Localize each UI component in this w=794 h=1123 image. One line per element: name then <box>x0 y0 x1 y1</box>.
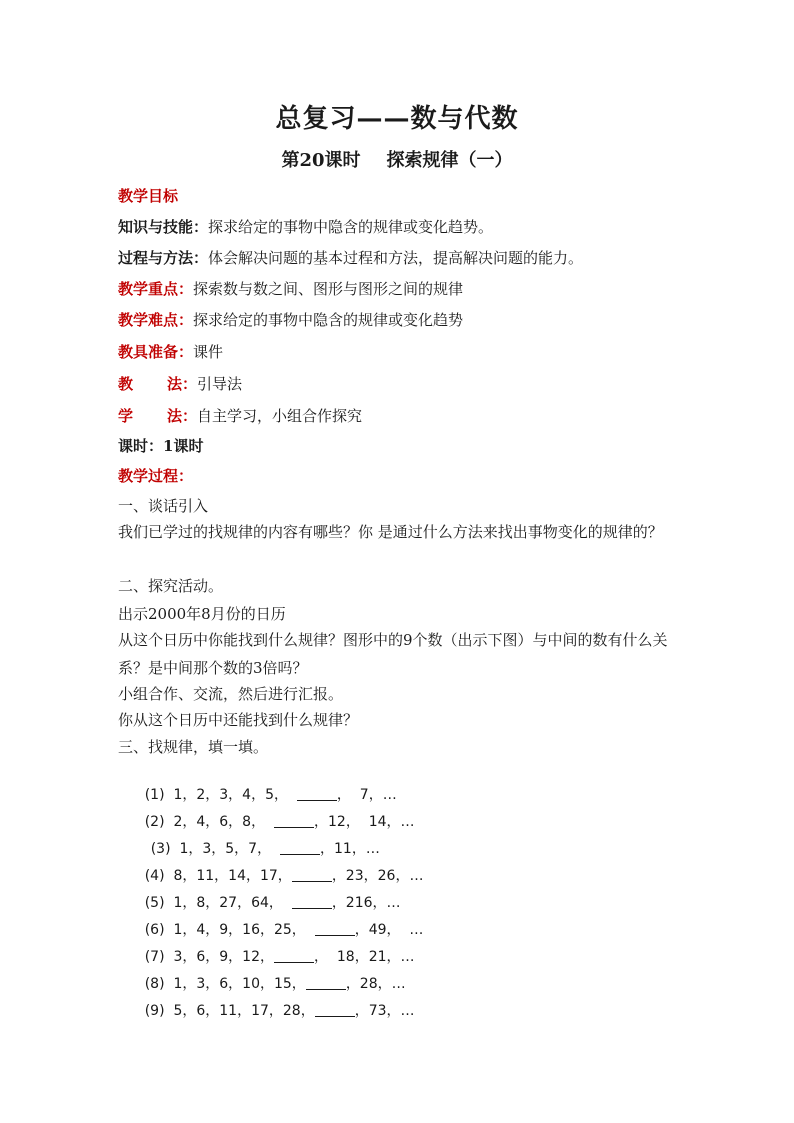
exercise-number: (2) <box>144 814 165 830</box>
exercise-sequence-end: ，28，… <box>345 976 406 992</box>
section-1-text: 我们已学过的找规律的内容有哪些？你 是通过什么方法来找出事物变化的规律的？ <box>118 523 663 541</box>
teach-method-label-b: 法： <box>167 375 198 393</box>
process-method-line <box>118 248 583 268</box>
section-3-heading: 三、找规律，填一填。 <box>118 738 269 756</box>
lesson-subtitle <box>0 146 794 172</box>
exercise-item <box>118 981 415 1041</box>
document-title: 总复习——数与代数 <box>275 104 519 134</box>
objectives-heading: 教学目标 <box>118 187 179 205</box>
tools-text: 课件 <box>193 343 224 361</box>
learn-method-label-a: 学 <box>118 407 134 425</box>
process-text: 体会解决问题的基本过程和方法，提高解决问题的能力。 <box>208 249 584 267</box>
exercise-sequence-end: ，11，… <box>320 841 380 857</box>
knowledge-skills-line <box>118 217 493 237</box>
key-point-line <box>118 279 463 299</box>
exercise-sequence-end: ，216，… <box>331 895 401 911</box>
exercise-sequence-end: ， 7，… <box>336 787 397 803</box>
exercise-sequence-start: 1，2，3，4，5， <box>173 787 288 803</box>
calendar-question: 从这个日历中你能找到什么规律？图形中的9个数（出示下图）与中间的数有什么关系？是中间那个数的3倍吗？ <box>118 631 668 677</box>
exercise-sequence-start: 2，4，6，8， <box>173 814 266 830</box>
exercise-number: (8) <box>144 976 165 992</box>
exercise-sequence-start: 1，3，6，10，15， <box>173 976 306 992</box>
section-2-heading: 二、探究活动。 <box>118 577 224 595</box>
exercise-number: (9) <box>144 1003 165 1019</box>
period-line <box>118 436 203 456</box>
period-label: 课时： <box>118 437 164 455</box>
learn-method-label-b: 法： <box>167 407 198 425</box>
show-calendar-text: 出示2000年8月份的日历 <box>118 605 286 623</box>
period-text: 1课时 <box>163 437 204 455</box>
exercise-sequence-end: ，12， 14，… <box>314 814 415 830</box>
difficulty-text: 探求给定的事物中隐含的规律或变化趋势 <box>193 311 464 329</box>
exercise-sequence-start: 3，6，9，12， <box>173 949 274 965</box>
exercise-number: (1) <box>144 787 165 803</box>
lesson-number: 第20课时 <box>281 150 361 171</box>
key-point-text: 探索数与数之间、图形与图形之间的规律 <box>193 280 464 298</box>
learning-method-line <box>118 406 362 426</box>
exercise-sequence-start: 1，3，5，7， <box>179 841 272 857</box>
difficulty-line <box>118 310 463 330</box>
tools-label: 教具准备： <box>118 343 194 361</box>
group-report-text: 小组合作、交流，然后进行汇报。 <box>118 685 344 703</box>
process-label: 过程与方法： <box>118 249 209 267</box>
learn-method-text: 自主学习，小组合作探究 <box>197 407 363 425</box>
teaching-method-line <box>118 374 242 394</box>
exercise-sequence-start: 5，6，11，17，28， <box>173 1003 315 1019</box>
lesson-topic: 探索规律（一） <box>386 150 513 171</box>
answer-blank[interactable] <box>315 1002 355 1017</box>
exercise-sequence-end: ，23，26，… <box>331 868 424 884</box>
tools-line <box>118 342 223 362</box>
exercise-sequence-start: 1，4，9，16，25， <box>173 922 306 938</box>
exercise-sequence-start: 8，11，14，17， <box>173 868 292 884</box>
exercise-sequence-end: ， 18，21，… <box>314 949 415 965</box>
exercise-sequence-start: 1，8，27，64， <box>173 895 283 911</box>
teach-method-text: 引导法 <box>197 375 243 393</box>
key-point-label: 教学重点： <box>118 280 194 298</box>
exercise-number: (3) <box>150 841 171 857</box>
knowledge-text: 探求给定的事物中隐含的规律或变化趋势。 <box>208 218 494 236</box>
difficulty-label: 教学难点： <box>118 311 194 329</box>
procedure-heading: 教学过程： <box>118 467 194 485</box>
teach-method-label-a: 教 <box>118 375 134 393</box>
section-1-heading: 一、谈话引入 <box>118 497 209 515</box>
exercise-number: (5) <box>144 895 165 911</box>
more-rules-question: 你从这个日历中还能找到什么规律？ <box>118 711 359 729</box>
exercise-sequence-end: ，49， … <box>354 922 424 938</box>
exercise-number: (6) <box>144 922 165 938</box>
knowledge-label: 知识与技能： <box>118 218 209 236</box>
exercise-sequence-end: ，73，… <box>354 1003 415 1019</box>
exercise-number: (4) <box>144 868 165 884</box>
exercise-number: (7) <box>144 949 165 965</box>
